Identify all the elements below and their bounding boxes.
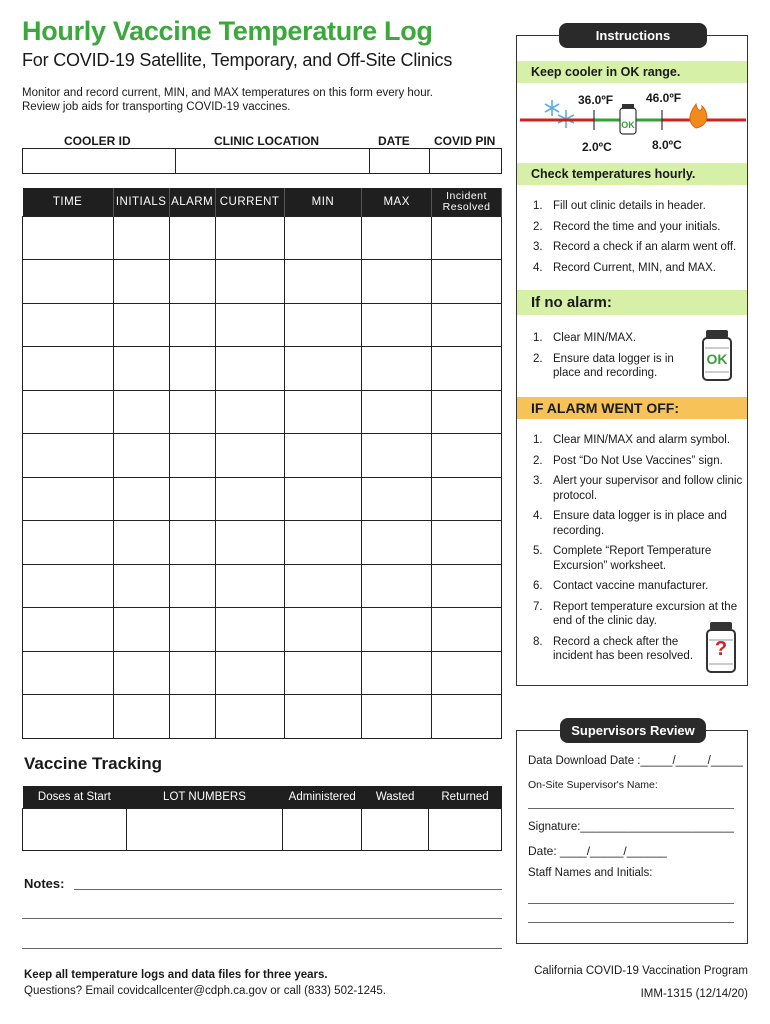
log-row	[23, 651, 502, 695]
log-cell-alarm[interactable]	[169, 564, 215, 608]
log-cell-min[interactable]	[284, 651, 362, 695]
log-cell-initials[interactable]	[113, 695, 169, 739]
log-row	[23, 608, 502, 652]
log-cell-initials[interactable]	[113, 564, 169, 608]
vt-administered-cell[interactable]	[283, 808, 362, 850]
questions-contact: Questions? Email covidcallcenter@cdph.ca.gov or call (833) 502-1245.	[24, 985, 386, 997]
log-cell-incident-resolved[interactable]	[432, 303, 502, 347]
alarm-step: 3. Alert your supervisor and follow clinic protocol.	[533, 475, 743, 502]
notes-line-3[interactable]	[22, 948, 502, 949]
log-cell-max[interactable]	[362, 216, 432, 260]
log-cell-time[interactable]	[23, 303, 114, 347]
incident-line-1: Incident	[446, 189, 487, 202]
log-cell-min[interactable]	[284, 434, 362, 478]
log-cell-initials[interactable]	[113, 347, 169, 391]
vt-wasted-cell[interactable]	[362, 808, 429, 850]
vt-col-returned: Returned	[429, 786, 502, 808]
log-cell-alarm[interactable]	[169, 260, 215, 304]
log-cell-current[interactable]	[215, 651, 284, 695]
hourly-heading: Check temperatures hourly.	[517, 163, 747, 185]
log-cell-min[interactable]	[284, 347, 362, 391]
log-cell-incident-resolved[interactable]	[432, 390, 502, 434]
log-cell-min[interactable]	[284, 260, 362, 304]
notes-line-2[interactable]	[22, 918, 502, 919]
log-row	[23, 434, 502, 478]
log-cell-initials[interactable]	[113, 477, 169, 521]
log-row	[23, 564, 502, 608]
temperature-log-table	[22, 188, 502, 739]
log-cell-time[interactable]	[23, 651, 114, 695]
log-cell-current[interactable]	[215, 434, 284, 478]
signature-field[interactable]: Signature:________________________	[528, 821, 734, 833]
log-cell-max[interactable]	[362, 564, 432, 608]
hourly-step: 1. Fill out clinic details in header.	[533, 200, 706, 212]
vaccine-tracking-title: Vaccine Tracking	[24, 754, 162, 773]
col-time: TIME	[23, 188, 114, 216]
col-current: CURRENT	[215, 188, 284, 216]
notes-line-1[interactable]	[74, 889, 502, 890]
no-alarm-heading: If no alarm:	[517, 290, 747, 315]
log-cell-current[interactable]	[215, 303, 284, 347]
hourly-step: 3. Record a check if an alarm went off.	[533, 241, 737, 253]
log-cell-time[interactable]	[23, 477, 114, 521]
log-row	[23, 477, 502, 521]
staff-names-line-2[interactable]	[528, 922, 734, 923]
log-cell-alarm[interactable]	[169, 521, 215, 565]
vt-returned-cell[interactable]	[429, 808, 502, 850]
log-cell-incident-resolved[interactable]	[432, 347, 502, 391]
question-mark: ?	[714, 638, 728, 660]
log-cell-current[interactable]	[215, 564, 284, 608]
date-label: DATE	[378, 134, 410, 148]
log-cell-initials[interactable]	[113, 303, 169, 347]
log-cell-min[interactable]	[284, 477, 362, 521]
log-body	[23, 216, 502, 738]
log-cell-incident-resolved[interactable]	[432, 260, 502, 304]
vt-col-lot-numbers: LOT NUMBERS	[126, 786, 283, 808]
log-cell-alarm[interactable]	[169, 303, 215, 347]
log-cell-time[interactable]	[23, 434, 114, 478]
log-cell-incident-resolved[interactable]	[432, 216, 502, 260]
log-cell-current[interactable]	[215, 260, 284, 304]
temp-high-c: 8.0ºC	[652, 138, 682, 152]
supervisor-date-field[interactable]: Date: ____/_____/______	[528, 844, 667, 858]
log-cell-alarm[interactable]	[169, 347, 215, 391]
col-max: MAX	[362, 188, 432, 216]
col-initials: INITIALS	[113, 188, 169, 216]
log-cell-alarm[interactable]	[169, 216, 215, 260]
log-cell-min[interactable]	[284, 695, 362, 739]
log-cell-current[interactable]	[215, 390, 284, 434]
hourly-steps	[533, 199, 743, 281]
intro-text	[22, 86, 492, 114]
log-row	[23, 521, 502, 565]
covid-pin-field[interactable]	[430, 148, 502, 174]
alarm-step: 8. Record a check after the incident has been resolved.	[533, 635, 694, 662]
vt-header-row	[23, 786, 502, 808]
log-cell-incident-resolved[interactable]	[432, 651, 502, 695]
log-cell-alarm[interactable]	[169, 608, 215, 652]
form-title: Hourly Vaccine Temperature Log	[22, 16, 433, 46]
incident-line-2: Resolved	[442, 200, 491, 213]
log-cell-min[interactable]	[284, 564, 362, 608]
log-cell-time[interactable]	[23, 216, 114, 260]
cooler-id-label: COOLER ID	[64, 134, 131, 148]
log-cell-max[interactable]	[362, 434, 432, 478]
log-cell-min[interactable]	[284, 303, 362, 347]
temp-high-f: 46.0ºF	[646, 91, 682, 105]
col-alarm: ALARM	[169, 188, 215, 216]
temperature-range-diagram	[520, 88, 746, 156]
ok-logger-label: OK	[706, 351, 728, 367]
log-row	[23, 303, 502, 347]
hourly-step: 2. Record the time and your initials.	[533, 220, 721, 233]
log-cell-initials[interactable]	[113, 216, 169, 260]
log-cell-min[interactable]	[284, 608, 362, 652]
log-cell-initials[interactable]	[113, 608, 169, 652]
log-cell-current[interactable]	[215, 608, 284, 652]
log-cell-incident-resolved[interactable]	[432, 434, 502, 478]
vt-col-wasted: Wasted	[362, 786, 429, 808]
notes-label: Notes:	[24, 876, 65, 891]
log-cell-time[interactable]	[23, 521, 114, 565]
supervisor-name-label: On-Site Supervisor's Name:	[528, 779, 658, 791]
log-cell-initials[interactable]	[113, 434, 169, 478]
vt-lot-numbers-cell[interactable]	[126, 808, 283, 850]
date-field[interactable]	[370, 148, 430, 174]
log-header-row	[23, 188, 502, 216]
hourly-step: 4. Record Current, MIN, and MAX.	[533, 261, 716, 274]
form-id: IMM-1315 (12/14/20)	[640, 988, 748, 1000]
temp-low-f: 36.0ºF	[578, 93, 614, 107]
log-cell-incident-resolved[interactable]	[432, 521, 502, 565]
staff-names-line-1[interactable]	[528, 903, 734, 904]
log-cell-time[interactable]	[23, 608, 114, 652]
alarm-step: 7. Report temperature excursion at the end of the clinic day.	[533, 600, 738, 627]
log-cell-current[interactable]	[215, 695, 284, 739]
program-name: California COVID-19 Vaccination Program	[534, 965, 748, 977]
log-cell-incident-resolved[interactable]	[432, 608, 502, 652]
log-cell-max[interactable]	[362, 347, 432, 391]
log-cell-current[interactable]	[215, 347, 284, 391]
no-alarm-step: 1. Clear MIN/MAX.	[533, 332, 637, 344]
alarm-step: 1. Clear MIN/MAX and alarm symbol.	[533, 434, 731, 446]
log-row	[23, 260, 502, 304]
log-cell-max[interactable]	[362, 608, 432, 652]
log-cell-incident-resolved[interactable]	[432, 477, 502, 521]
flame-icon	[690, 104, 707, 128]
alarm-step: 2. Post “Do Not Use Vaccines” sign.	[533, 454, 723, 467]
vaccine-tracking-table	[22, 786, 502, 851]
log-cell-time[interactable]	[23, 390, 114, 434]
log-cell-alarm[interactable]	[169, 390, 215, 434]
instructions-title: Instructions	[559, 23, 707, 48]
log-cell-alarm[interactable]	[169, 651, 215, 695]
log-cell-time[interactable]	[23, 695, 114, 739]
vt-doses-at-start-cell[interactable]	[23, 808, 127, 850]
no-alarm-steps	[533, 331, 683, 387]
log-cell-initials[interactable]	[113, 521, 169, 565]
log-cell-alarm[interactable]	[169, 477, 215, 521]
log-cell-max[interactable]	[362, 695, 432, 739]
vt-col-administered: Administered	[283, 786, 362, 808]
log-cell-max[interactable]	[362, 651, 432, 695]
intro-line-2: Review job aids for transporting COVID-19 vaccines.	[22, 101, 291, 113]
log-cell-max[interactable]	[362, 477, 432, 521]
log-row	[23, 390, 502, 434]
log-cell-current[interactable]	[215, 521, 284, 565]
clinic-location-label: CLINIC LOCATION	[214, 134, 320, 148]
intro-line-1: Monitor and record current, MIN, and MAX temperatures on this form every hour.	[22, 87, 433, 99]
ok-range-heading: Keep cooler in OK range.	[517, 61, 747, 83]
log-row	[23, 216, 502, 260]
col-incident-resolved	[432, 188, 502, 216]
supervisor-title: Supervisors Review	[560, 718, 706, 743]
cooler-id-field[interactable]	[22, 148, 176, 174]
log-row	[23, 695, 502, 739]
log-row	[23, 347, 502, 391]
ok-vial-label: OK	[621, 120, 635, 130]
vt-input-row	[23, 808, 502, 850]
log-cell-time[interactable]	[23, 564, 114, 608]
log-cell-incident-resolved[interactable]	[432, 695, 502, 739]
log-cell-initials[interactable]	[113, 260, 169, 304]
clinic-location-field[interactable]	[176, 148, 370, 174]
alarm-step: 5. Complete “Report Temperature Excursion” worksheet.	[533, 545, 712, 572]
col-min: MIN	[284, 188, 362, 216]
log-cell-max[interactable]	[362, 260, 432, 304]
log-cell-current[interactable]	[215, 477, 284, 521]
temp-low-c: 2.0ºC	[582, 140, 612, 154]
alarm-heading: IF ALARM WENT OFF:	[517, 397, 747, 419]
covid-pin-label: COVID PIN	[434, 134, 496, 148]
log-cell-alarm[interactable]	[169, 434, 215, 478]
log-cell-time[interactable]	[23, 347, 114, 391]
temperature-range-svg	[520, 88, 746, 156]
vt-col-doses-at-start: Doses at Start	[23, 786, 127, 808]
log-cell-max[interactable]	[362, 390, 432, 434]
data-download-date[interactable]: Data Download Date :_____/_____/_____	[528, 755, 743, 767]
supervisor-name-line[interactable]	[528, 808, 734, 809]
log-cell-initials[interactable]	[113, 390, 169, 434]
log-cell-time[interactable]	[23, 260, 114, 304]
staff-names-label: Staff Names and Initials:	[528, 867, 653, 879]
log-cell-incident-resolved[interactable]	[432, 564, 502, 608]
log-cell-min[interactable]	[284, 390, 362, 434]
form-subtitle: For COVID-19 Satellite, Temporary, and Off-Site Clinics	[22, 50, 453, 70]
log-cell-initials[interactable]	[113, 651, 169, 695]
no-alarm-step: 2. Ensure data logger is in place and recording.	[533, 352, 674, 379]
log-cell-min[interactable]	[284, 521, 362, 565]
snowflake-icon	[545, 100, 574, 128]
retention-note: Keep all temperature logs and data files for three years.	[24, 969, 328, 981]
log-cell-max[interactable]	[362, 303, 432, 347]
log-cell-current[interactable]	[215, 216, 284, 260]
alarm-step: 6. Contact vaccine manufacturer.	[533, 580, 709, 592]
alarm-step: 4. Ensure data logger is in place and recording.	[533, 510, 727, 537]
log-cell-max[interactable]	[362, 521, 432, 565]
log-cell-min[interactable]	[284, 216, 362, 260]
log-cell-alarm[interactable]	[169, 695, 215, 739]
